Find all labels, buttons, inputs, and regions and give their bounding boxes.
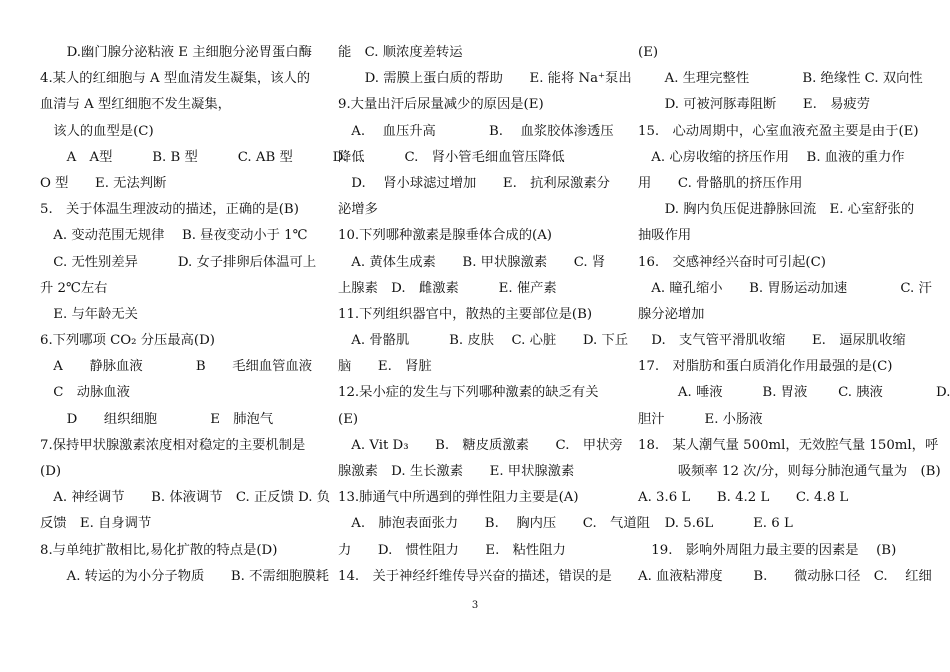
text-line: 16. 交感神经兴奋时可引起(C) bbox=[638, 254, 826, 270]
text-line: D. 胸内负压促进静脉回流 E. 心室舒张的 bbox=[638, 202, 915, 218]
text-line: 7.保持甲状腺激素浓度相对稳定的主要机制是 bbox=[40, 437, 306, 453]
column-left bbox=[40, 40, 348, 590]
text-line: E. 与年龄无关 bbox=[40, 306, 138, 322]
text-line: C. 无性别差异 D. 女子排卵后体温可上 bbox=[40, 254, 317, 270]
text-line: O 型 E. 无法判断 bbox=[40, 175, 167, 191]
text-line: A. 黄体生成素 B. 甲状腺激素 C. 肾 bbox=[338, 254, 606, 270]
text-line: A. 3.6 L B. 4.2 L C. 4.8 L bbox=[638, 490, 849, 506]
text-line: 17. 对脂肪和蛋白质消化作用最强的是(C) bbox=[638, 359, 893, 375]
text-line: A. 血液粘滞度 B. 微动脉口径 C. 红细 bbox=[638, 568, 932, 584]
text-line: 19. 影响外周阻力最主要的因素是 (B) bbox=[638, 542, 897, 558]
text-line: 反馈 E. 自身调节 bbox=[40, 516, 152, 532]
text-line: 8.与单纯扩散相比,易化扩散的特点是(D) bbox=[40, 542, 278, 558]
text-line: A A型 B. B 型 C. AB 型 D. bbox=[40, 149, 348, 165]
text-line: 血清与 A 型红细胞不发生凝集， bbox=[40, 97, 231, 113]
text-line: 11.下列组织器官中，散热的主要部位是(B) bbox=[338, 306, 593, 322]
text-line: 用 C. 骨骼肌的挤压作用 bbox=[638, 175, 803, 191]
text-line: A 静脉血液 B 毛细血管血液 bbox=[40, 359, 313, 375]
text-line: 腺分泌增加 bbox=[638, 306, 705, 322]
text-line: 14. 关于神经纤维传导兴奋的描述，错误的是 bbox=[338, 568, 612, 584]
text-line: A. 血压升高 B. 血浆胶体渗透压 bbox=[338, 123, 614, 139]
text-line: 18. 某人潮气量 500ml，无效腔气量 150ml，呼 bbox=[638, 437, 939, 453]
text-line: A. 生理完整性 B. 绝缘性 C. 双向性 bbox=[638, 71, 923, 87]
text-line: (E) bbox=[638, 45, 659, 60]
text-line: A. 转运的为小分子物质 B. 不需细胞膜耗 bbox=[40, 568, 329, 584]
column-right bbox=[638, 40, 950, 590]
text-line: 上腺素 D. 雌激素 E. 催产素 bbox=[338, 280, 557, 296]
text-line: 9.大量出汗后尿量减少的原因是(E) bbox=[338, 97, 544, 113]
text-line: 抽吸作用 bbox=[638, 228, 692, 244]
text-line: 能 C. 顺浓度差转运 bbox=[338, 45, 463, 60]
text-line: 力 D. 惯性阻力 E. 粘性阻力 bbox=[338, 542, 566, 558]
text-line: D. 需膜上蛋白质的帮助 E. 能将 Na⁺泵出 bbox=[338, 71, 632, 87]
text-line: 4.某人的红细胞与 A 型血清发生凝集，该人的 bbox=[40, 71, 311, 87]
text-line: A. 骨骼肌 B. 皮肤 C. 心脏 D. 下丘 bbox=[338, 333, 629, 349]
text-line: 升 2℃左右 bbox=[40, 280, 108, 296]
text-line: 降低 C. 肾小管毛细血管压降低 bbox=[338, 149, 565, 165]
text-line: D. 可被河豚毒阻断 E. 易疲劳 bbox=[638, 97, 871, 113]
text-line: C 动脉血液 bbox=[40, 385, 130, 401]
text-line: D 组织细胞 E 肺泡气 bbox=[40, 411, 274, 427]
text-line: A. 肺泡表面张力 B. 胸内压 C. 气道阻 bbox=[338, 516, 650, 532]
text-line: A. 唾液 B. 胃液 C. 胰液 D. bbox=[638, 385, 950, 401]
text-line: 10.下列哪种激素是腺垂体合成的(A) bbox=[338, 228, 552, 244]
text-line: A. 心房收缩的挤压作用 B. 血液的重力作 bbox=[638, 149, 905, 165]
text-line: 腺激素 D. 生长激素 E. 甲状腺激素 bbox=[338, 464, 575, 479]
text-line: A. 瞳孔缩小 B. 胃肠运动加速 C. 汗 bbox=[638, 280, 932, 296]
text-line: (E) bbox=[338, 411, 359, 427]
text-line: 胆汁 E. 小肠液 bbox=[638, 411, 763, 427]
text-line: 12.呆小症的发生与下列哪种激素的缺乏有关 bbox=[338, 385, 599, 401]
text-line: D. 5.6L E. 6 L bbox=[638, 516, 793, 532]
text-line: A. 变动范围无规律 B. 昼夜变动小于 1℃ bbox=[40, 228, 308, 244]
text-line: 6.下列哪项 CO₂ 分压最高(D) bbox=[40, 333, 215, 349]
text-line: D.幽门腺分泌粘液 E 主细胞分泌胃蛋白酶 bbox=[40, 45, 312, 60]
text-line: A. 神经调节 B. 体液调节 C. 正反馈 D. 负 bbox=[40, 490, 331, 506]
text-line: 13.肺通气中所遇到的弹性阻力主要是(A) bbox=[338, 490, 579, 506]
text-line: (D) bbox=[40, 464, 62, 479]
text-line: D. 肾小球滤过增加 E. 抗利尿激素分 bbox=[338, 175, 610, 191]
text-line: 5. 关于体温生理波动的描述，正确的是(B) bbox=[40, 202, 299, 218]
column-middle bbox=[338, 40, 650, 590]
text-line: A. Vit D₃ B. 糖皮质激素 C. 甲状旁 bbox=[338, 437, 623, 453]
text-line: D. 支气管平滑肌收缩 E. 逼尿肌收缩 bbox=[638, 333, 906, 349]
text-line: 15. 心动周期中，心室血液充盈主要是由于(E) bbox=[638, 123, 919, 139]
text-line: 吸频率 12 次/分，则每分肺泡通气量为 (B) bbox=[638, 464, 941, 479]
page-number: 3 bbox=[471, 600, 479, 611]
text-line: 脑 E. 肾脏 bbox=[338, 359, 432, 375]
text-line: 该人的血型是(C) bbox=[40, 123, 154, 139]
text-line: 泌增多 bbox=[338, 202, 378, 218]
